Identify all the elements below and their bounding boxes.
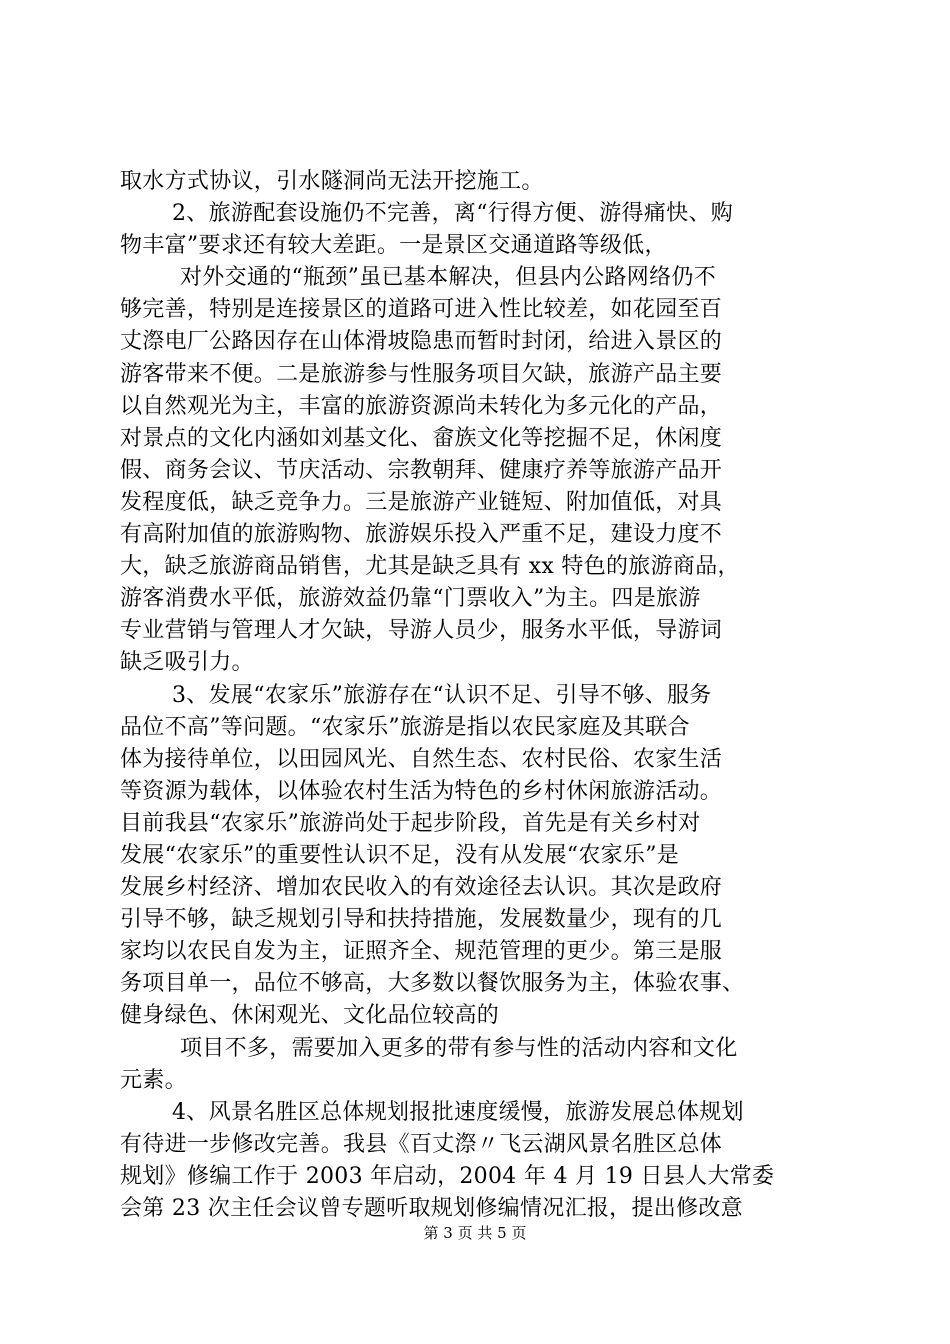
- paragraph-line: 游客带来不便。二是旅游参与性服务项目欠缺，旅游产品主要: [120, 361, 723, 387]
- paragraph-line: 发展“农家乐”的重要性认识不足，没有从发展“农家乐”是: [120, 842, 680, 868]
- paragraph-line: 对景点的文化内涵如刘基文化、畲族文化等挖掘不足，休闲度: [120, 425, 723, 451]
- paragraph-line: 有待进一步修改完善。我县《百丈漈〃飞云湖风景名胜区总体: [120, 1131, 723, 1157]
- paragraph-line: 务项目单一，品位不够高，大多数以餐饮服务为主，体验农事、: [120, 971, 745, 997]
- paragraph-line: 4、风景名胜区总体规划报批速度缓慢，旅游发展总体规划: [172, 1099, 744, 1125]
- paragraph-line: 等资源为载体，以体验农村生活为特色的乡村休闲旅游活动。: [120, 778, 723, 804]
- paragraph-line: 够完善，特别是连接景区的道路可进入性比较差，如花园至百: [120, 297, 723, 323]
- paragraph-line: 发展乡村经济、增加农民收入的有效途径去认识。其次是政府: [120, 875, 723, 901]
- paragraph-line: 专业营销与管理人才欠缺，导游人员少，服务水平低，导游词: [120, 618, 723, 644]
- paragraph-line: 体为接待单位，以田园风光、自然生态、农村民俗、农家生活: [120, 746, 723, 772]
- paragraph-line: 目前我县“农家乐”旅游尚处于起步阶段，首先是有关乡村对: [120, 810, 701, 836]
- paragraph-line: 引导不够，缺乏规划引导和扶持措施，发展数量少，现有的几: [120, 907, 723, 933]
- paragraph-line: 会第 23 次主任会议曾专题听取规划修编情况汇报，提出修改意: [120, 1196, 743, 1221]
- paragraph-line: 对外交通的“瓶颈”虽已基本解决，但县内公路网络仍不: [180, 265, 716, 291]
- paragraph-line: 游客消费水平低，旅游效益仍靠“门票收入”为主。四是旅游: [120, 586, 701, 612]
- paragraph-line: 家均以农民自发为主，证照齐全、规范管理的更少。第三是服: [120, 939, 723, 965]
- paragraph-line: 健身绿色、休闲观光、文化品位较高的: [120, 1003, 500, 1029]
- paragraph-line: 丈漈电厂公路因存在山体滑坡隐患而暂时封闭，给进入景区的: [120, 329, 723, 355]
- paragraph-line: 3、发展“农家乐”旅游存在“认识不足、引导不够、服务: [172, 682, 712, 708]
- paragraph-line: 2、旅游配套设施仍不完善，离“行得方便、游得痛快、购: [172, 201, 734, 227]
- paragraph-line: 取水方式协议，引水隧洞尚无法开挖施工。: [120, 169, 544, 194]
- paragraph-line: 发程度低，缺乏竞争力。三是旅游产业链短、附加值低，对具: [120, 489, 723, 515]
- paragraph-line: 以自然观光为主，丰富的旅游资源尚未转化为多元化的产品，: [120, 393, 723, 419]
- document-body: [120, 166, 840, 1225]
- paragraph-line: 缺乏吸引力。: [120, 650, 254, 676]
- paragraph-line: 有高附加值的旅游购物、旅游娱乐投入严重不足，建设力度不: [120, 522, 723, 548]
- paragraph-line: 项目不多，需要加入更多的带有参与性的活动内容和文化: [180, 1035, 738, 1061]
- paragraph-line: 规划》修编工作于 2003 年启动，2004 年 4 月 19 日县人大常委: [120, 1163, 775, 1189]
- paragraph-line: 品位不高”等问题。“农家乐”旅游是指以农民家庭及其联合: [120, 714, 690, 740]
- paragraph-line: 大，缺乏旅游商品销售，尤其是缺乏具有 xx 特色的旅游商品，: [120, 554, 740, 580]
- paragraph-line: 元素。: [120, 1067, 187, 1093]
- page-footer: 第 3 页 共 5 页: [423, 1224, 527, 1242]
- paragraph-line: 物丰富”要求还有较大差距。一是景区交通道路等级低，: [120, 233, 667, 259]
- paragraph-line: 假、商务会议、节庆活动、宗教朝拜、健康疗养等旅游产品开: [120, 457, 723, 483]
